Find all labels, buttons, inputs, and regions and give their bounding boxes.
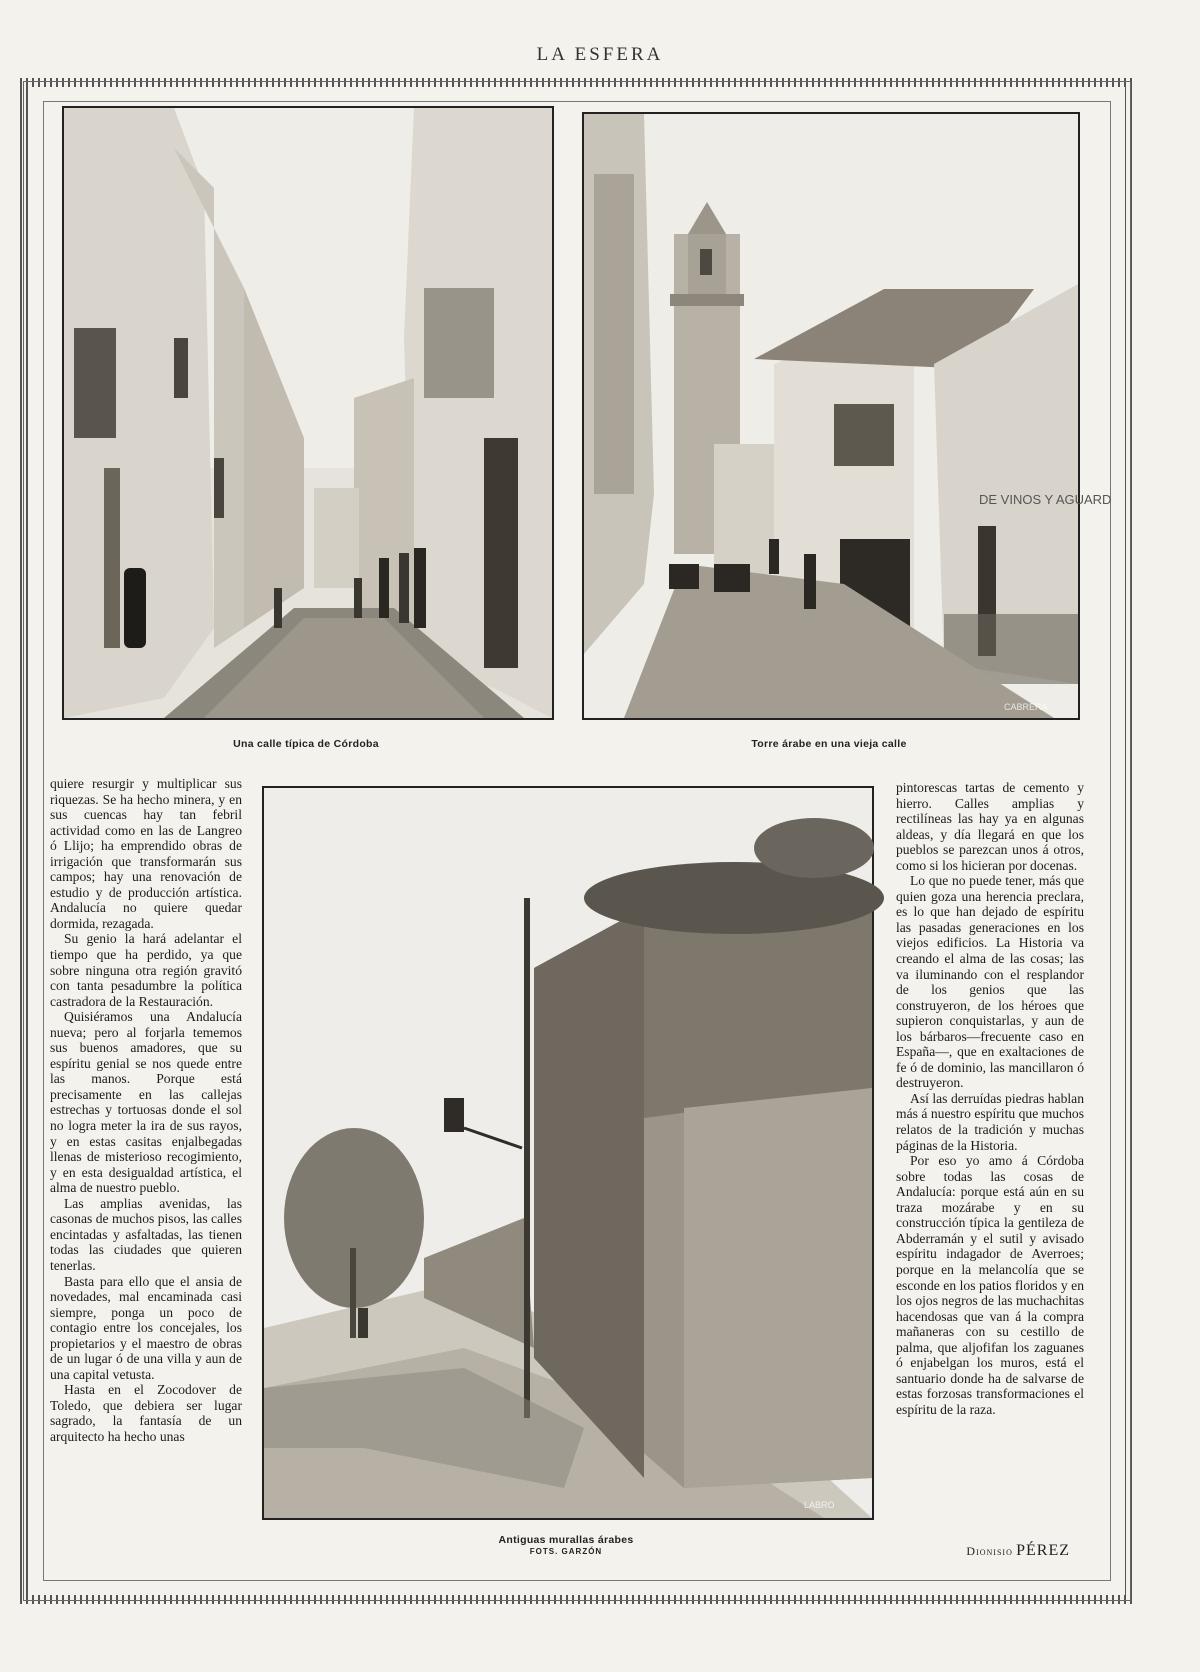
photo-credit-cabrera: CABRERA	[1004, 702, 1048, 712]
photo-calle-cordoba	[62, 106, 554, 720]
paragraph: Lo que no puede tener, más que quien goza una herencia preclara, es lo que han dejado de espíritu las pasadas generaciones en los viejos edificios. La Historia va creando el alma de las cosas; las va iluminando con el resplandor de los genios que las construyeron, de los héroes que supieron conquistarlas, y aun de los bárbaros—frecuente caso en España—, que en exaltaciones de fe ó de dominio, las mancillaron ó destruyeron.	[896, 873, 1084, 1091]
paragraph: Quisiéramos una Andalucía nueva; pero al forjarla tememos sus buenos amadores, que su espíritu genial se nos quede entre las manos. Porque está precisamente en las callejas estrechas y tortuosas donde el sol no logra meter la ira de sus rayos, y en estas casitas enjalbegadas llenas de misterioso recogimiento, y en esta desigualdad artística, el alma de nuestro pueblo.	[50, 1009, 242, 1196]
paragraph: Basta para ello que el ansia de novedades, mal encaminada casi siempre, ponga un poco de contagio entre los concejales, los propietarios y el maestro de obras de un lugar ó de una villa y aun de una capital vetusta.	[50, 1273, 242, 1382]
caption-murallas-arabes	[262, 1534, 870, 1556]
paragraph: Por eso yo amo á Córdoba sobre todas las cosas de Andalucía: porque está aún en su traza mozárabe y en su construcción típica la gentileza de Abderramán y el sutil y avisado espíritu indagador de Averroes; porque en la melancolía que se esconde en los patios floridos y en los ojos negros de las muchachitas hacendosas que van á la compra mañaneras con su cestillo de palma, que aljofifan los zaguanes ó enjabelgan los muros, está el santuario donde ha de salvarse de estas forzosas transformaciones el espíritu de la raza.	[896, 1153, 1084, 1417]
tower-street-illustration	[584, 114, 1112, 718]
paragraph: Hasta en el Zocodover de Toledo, que debiera ser lugar sagrado, la fantasía de un arquitecto ha hecho unas	[50, 1382, 242, 1444]
paragraph: Las amplias avenidas, las casonas de muchos pisos, las calles encintadas y asfaltadas, las tienen todas las ciudades que quieren tenerlas.	[50, 1195, 242, 1273]
caption-torre-arabe: Torre árabe en una vieja calle	[751, 738, 907, 750]
article-column-left	[50, 776, 242, 1445]
author-last-name: PÉREZ	[1016, 1542, 1070, 1559]
wall-sign-text: DE VINOS Y AGUARD	[979, 492, 1112, 507]
photo-murallas-arabes	[262, 786, 874, 1520]
photo-credit-labro: LABRO	[804, 1500, 835, 1510]
paragraph: Así las derruídas piedras hablan más á nuestro espíritu que muchos relatos de la tradición y muchas páginas de la Historia.	[896, 1090, 1084, 1153]
article-column-right	[896, 780, 1084, 1417]
paragraph: quiere resurgir y multiplicar sus riquezas. Se ha hecho minera, y en sus cuencas hay tan febril actividad como en las de Langreo ó Llijo; ha emprendido obras de irrigación que transformarán sus campos; hay una renovación de estudio y de producción artística. Andalucía no quiere quedar dormida, rezagada.	[50, 776, 242, 931]
caption-calle-cordoba: Una calle típica de Córdoba	[233, 738, 379, 750]
paragraph: Su genio la hará adelantar el tiempo que ha perdido, ya que sobre ninguna otra región gravitó con tanta pesadumbre la política castradora de la Restauración.	[50, 931, 242, 1009]
caption-photo-credit: FOTS. GARZÓN	[529, 1547, 603, 1556]
masthead: LA ESFERA	[536, 44, 664, 65]
author-first-name: Dionisio	[966, 1544, 1013, 1558]
paragraph: pintorescas tartas de cemento y hierro. Calles amplias y rectilíneas las hay ya en algunas aldeas, y día llegará en que los pueblos se parezcan unos á otros, como si los hicieran por docenas.	[896, 780, 1084, 873]
caption-murallas-text: Antiguas murallas árabes	[498, 1534, 634, 1546]
street-illustration	[64, 108, 552, 718]
author-signature	[966, 1542, 1070, 1560]
photo-torre-arabe	[582, 112, 1112, 720]
walls-illustration	[264, 788, 872, 1518]
